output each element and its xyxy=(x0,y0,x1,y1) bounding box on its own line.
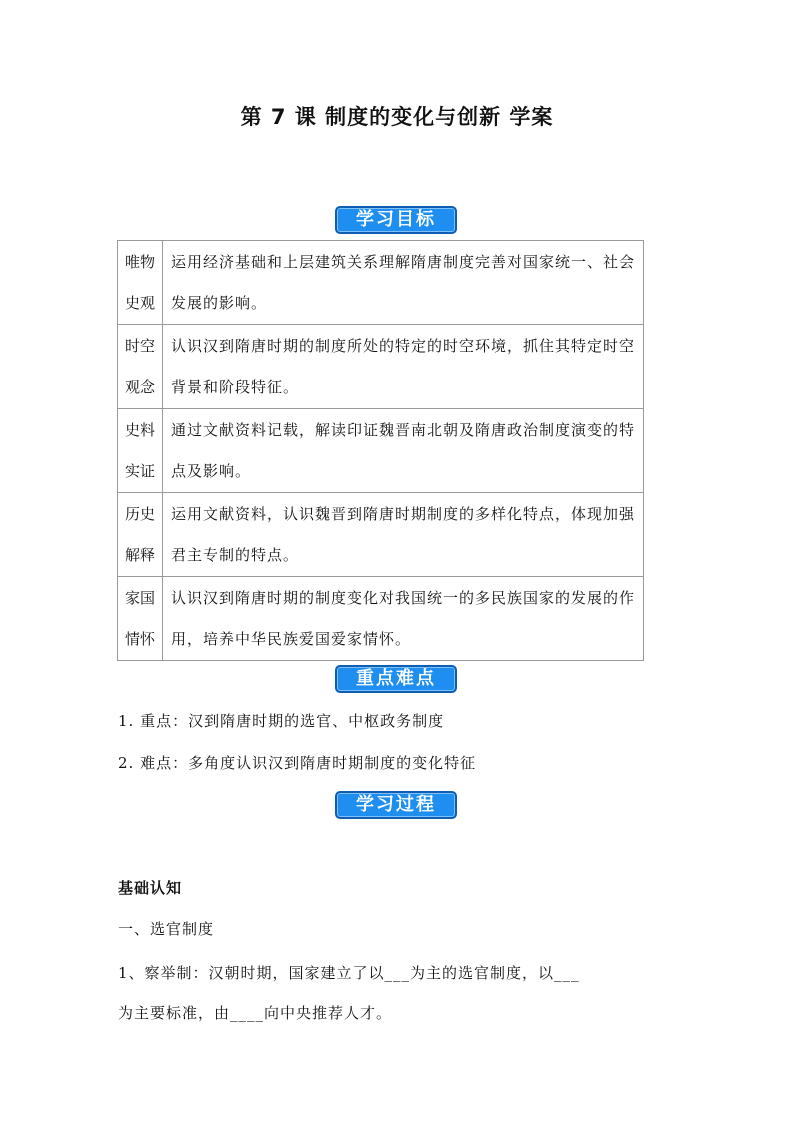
description-cell: 运用文献资料，认识魏晋到隋唐时期制度的多样化特点，体现加强君主专制的特点。 xyxy=(163,493,644,577)
key-point-item: 1. 重点：汉到隋唐时期的选官、中枢政务制度 xyxy=(118,712,445,730)
table-row xyxy=(118,409,644,493)
table-row xyxy=(118,493,644,577)
category-line: 观念 xyxy=(124,378,155,396)
table-row xyxy=(118,577,644,661)
category-cell xyxy=(118,493,163,577)
category-line: 史料 xyxy=(124,421,155,439)
category-cell xyxy=(118,409,163,493)
category-cell xyxy=(118,325,163,409)
category-line: 历史 xyxy=(124,505,155,523)
description-cell: 认识汉到隋唐时期的制度变化对我国统一的多民族国家的发展的作用，培养中华民族爱国爱家情怀。 xyxy=(163,577,644,661)
difficulty-item: 2. 难点：多角度认识汉到隋唐时期制度的变化特征 xyxy=(118,754,477,772)
category-line: 解释 xyxy=(124,546,155,564)
objectives-table xyxy=(117,240,644,661)
subsection-heading: 一、选官制度 xyxy=(118,920,215,938)
category-line: 时空 xyxy=(124,337,155,355)
badge-objectives: 学习目标 xyxy=(335,206,457,234)
category-line: 实证 xyxy=(124,462,155,480)
description-cell: 认识汉到隋唐时期的制度所处的特定的时空环境，抓住其特定时空背景和阶段特征。 xyxy=(163,325,644,409)
description-cell: 通过文献资料记载，解读印证魏晋南北朝及隋唐政治制度演变的特点及影响。 xyxy=(163,409,644,493)
badge-process: 学习过程 xyxy=(335,791,457,819)
category-cell xyxy=(118,577,163,661)
category-line: 情怀 xyxy=(124,630,155,648)
category-cell xyxy=(118,241,163,325)
page-title: 第 7 课 制度的变化与创新 学案 xyxy=(240,105,554,129)
category-line: 史观 xyxy=(124,294,155,312)
exercise-line: 1、察举制：汉朝时期，国家建立了以___为主的选官制度，以___ xyxy=(118,964,580,982)
description-cell: 运用经济基础和上层建筑关系理解隋唐制度完善对国家统一、社会发展的影响。 xyxy=(163,241,644,325)
section-heading: 基础认知 xyxy=(118,879,183,897)
category-line: 唯物 xyxy=(124,253,155,271)
badge-key-points: 重点难点 xyxy=(335,665,457,693)
table-row xyxy=(118,325,644,409)
table-row xyxy=(118,241,644,325)
exercise-line: 为主要标准，由____向中央推荐人才。 xyxy=(118,1004,393,1022)
category-line: 家国 xyxy=(124,589,155,607)
